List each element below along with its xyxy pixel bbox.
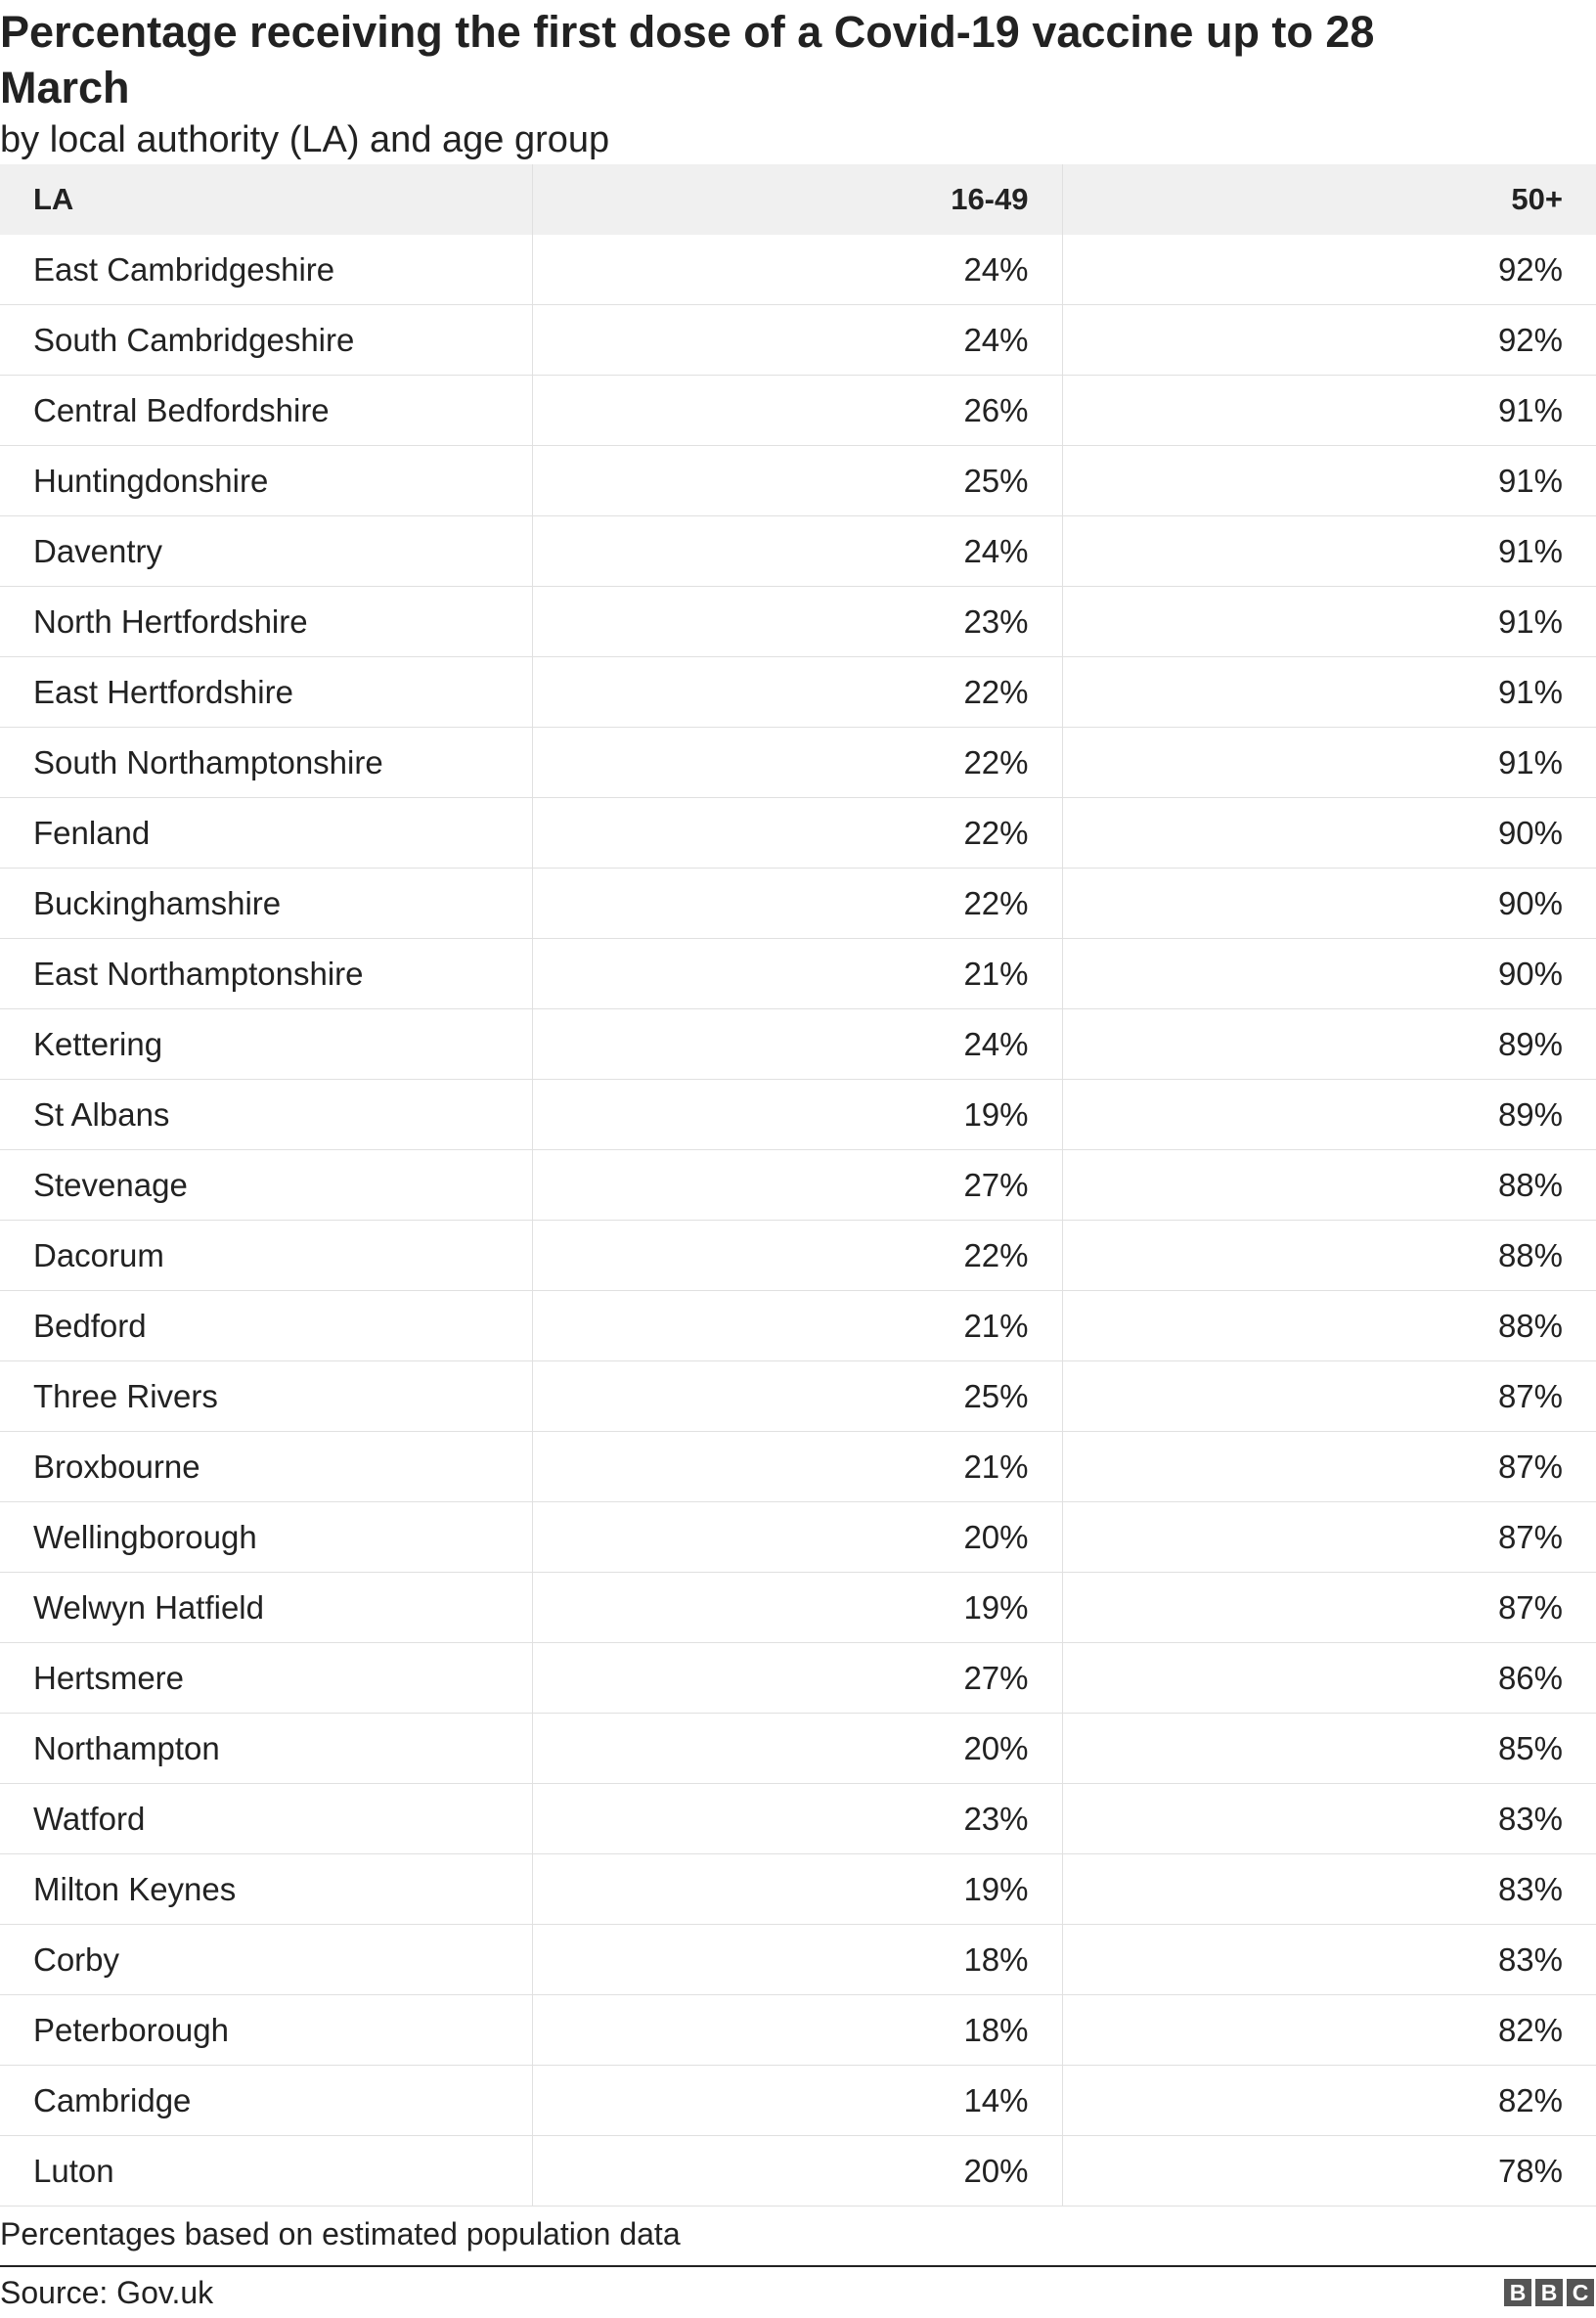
cell-50-plus: 85% (1062, 1714, 1596, 1784)
footnote: Percentages based on estimated population data (0, 2214, 1596, 2267)
table-row (0, 2066, 1596, 2136)
table-row (0, 1361, 1596, 1432)
cell-la: Three Rivers (0, 1361, 532, 1432)
cell-50-plus: 87% (1062, 1573, 1596, 1643)
cell-la: Cambridge (0, 2066, 532, 2136)
cell-16-49: 24% (532, 235, 1062, 305)
cell-la: East Northamptonshire (0, 939, 532, 1009)
table-row (0, 2136, 1596, 2207)
cell-la: South Cambridgeshire (0, 305, 532, 376)
table-row (0, 516, 1596, 587)
cell-16-49: 24% (532, 1009, 1062, 1080)
cell-la: Huntingdonshire (0, 446, 532, 516)
cell-50-plus: 91% (1062, 728, 1596, 798)
cell-la: Wellingborough (0, 1502, 532, 1573)
cell-16-49: 21% (532, 1432, 1062, 1502)
cell-16-49: 24% (532, 305, 1062, 376)
cell-16-49: 22% (532, 798, 1062, 869)
cell-50-plus: 88% (1062, 1291, 1596, 1361)
cell-la: Northampton (0, 1714, 532, 1784)
cell-16-49: 20% (532, 2136, 1062, 2207)
cell-la: East Cambridgeshire (0, 235, 532, 305)
table-row (0, 798, 1596, 869)
cell-16-49: 18% (532, 1925, 1062, 1995)
cell-16-49: 23% (532, 1784, 1062, 1854)
cell-16-49: 21% (532, 1291, 1062, 1361)
cell-16-49: 20% (532, 1714, 1062, 1784)
table-body (0, 235, 1596, 2207)
cell-16-49: 22% (532, 1221, 1062, 1291)
table-row (0, 869, 1596, 939)
cell-50-plus: 82% (1062, 1995, 1596, 2066)
cell-50-plus: 90% (1062, 869, 1596, 939)
cell-la: Corby (0, 1925, 532, 1995)
table-row (0, 1221, 1596, 1291)
chart-subtitle: by local authority (LA) and age group (0, 119, 610, 160)
cell-16-49: 19% (532, 1854, 1062, 1925)
table-row (0, 376, 1596, 446)
cell-50-plus: 87% (1062, 1432, 1596, 1502)
cell-la: Fenland (0, 798, 532, 869)
cell-16-49: 21% (532, 939, 1062, 1009)
cell-la: Hertsmere (0, 1643, 532, 1714)
cell-16-49: 22% (532, 869, 1062, 939)
cell-16-49: 22% (532, 728, 1062, 798)
data-table (0, 164, 1596, 2207)
table-row (0, 305, 1596, 376)
cell-50-plus: 92% (1062, 235, 1596, 305)
cell-50-plus: 90% (1062, 939, 1596, 1009)
cell-la: Welwyn Hatfield (0, 1573, 532, 1643)
cell-16-49: 18% (532, 1995, 1062, 2066)
cell-la: Dacorum (0, 1221, 532, 1291)
bbc-logo-letter: B (1504, 2279, 1531, 2306)
cell-16-49: 20% (532, 1502, 1062, 1573)
cell-50-plus: 78% (1062, 2136, 1596, 2207)
table-row (0, 728, 1596, 798)
table-header-row (0, 164, 1596, 235)
cell-50-plus: 83% (1062, 1854, 1596, 1925)
cell-50-plus: 89% (1062, 1080, 1596, 1150)
cell-50-plus: 89% (1062, 1009, 1596, 1080)
cell-50-plus: 88% (1062, 1221, 1596, 1291)
chart-title: Percentage receiving the first dose of a Covid-19 vaccine up to 28 March (0, 7, 1375, 112)
cell-la: Bedford (0, 1291, 532, 1361)
cell-la: Daventry (0, 516, 532, 587)
table-row (0, 1150, 1596, 1221)
cell-50-plus: 91% (1062, 516, 1596, 587)
column-header-50-plus: 50+ (1062, 164, 1596, 235)
cell-la: Buckinghamshire (0, 869, 532, 939)
bbc-logo-letter: C (1567, 2279, 1594, 2306)
table-row (0, 657, 1596, 728)
cell-la: Stevenage (0, 1150, 532, 1221)
cell-16-49: 26% (532, 376, 1062, 446)
table-row (0, 587, 1596, 657)
cell-50-plus: 87% (1062, 1361, 1596, 1432)
cell-16-49: 25% (532, 1361, 1062, 1432)
cell-50-plus: 91% (1062, 587, 1596, 657)
column-header-la: LA (0, 164, 532, 235)
cell-la: South Northamptonshire (0, 728, 532, 798)
cell-16-49: 19% (532, 1573, 1062, 1643)
table-row (0, 1925, 1596, 1995)
cell-50-plus: 88% (1062, 1150, 1596, 1221)
footer (0, 2267, 1596, 2318)
cell-50-plus: 90% (1062, 798, 1596, 869)
cell-16-49: 24% (532, 516, 1062, 587)
table-row (0, 1009, 1596, 1080)
table-row (0, 1643, 1596, 1714)
cell-16-49: 27% (532, 1643, 1062, 1714)
cell-16-49: 22% (532, 657, 1062, 728)
table-row (0, 235, 1596, 305)
cell-la: Peterborough (0, 1995, 532, 2066)
column-header-16-49: 16-49 (532, 164, 1062, 235)
cell-la: Watford (0, 1784, 532, 1854)
table-row (0, 446, 1596, 516)
cell-50-plus: 92% (1062, 305, 1596, 376)
table-row (0, 1995, 1596, 2066)
cell-la: North Hertfordshire (0, 587, 532, 657)
cell-50-plus: 83% (1062, 1784, 1596, 1854)
table-row (0, 1573, 1596, 1643)
source-text: Source: Gov.uk (0, 2274, 214, 2310)
table-row (0, 1080, 1596, 1150)
cell-la: St Albans (0, 1080, 532, 1150)
cell-la: Milton Keynes (0, 1854, 532, 1925)
cell-50-plus: 91% (1062, 376, 1596, 446)
cell-50-plus: 91% (1062, 657, 1596, 728)
cell-50-plus: 91% (1062, 446, 1596, 516)
cell-la: East Hertfordshire (0, 657, 532, 728)
cell-16-49: 25% (532, 446, 1062, 516)
cell-16-49: 14% (532, 2066, 1062, 2136)
cell-16-49: 23% (532, 587, 1062, 657)
cell-la: Broxbourne (0, 1432, 532, 1502)
cell-50-plus: 83% (1062, 1925, 1596, 1995)
table-row (0, 1502, 1596, 1573)
cell-50-plus: 86% (1062, 1643, 1596, 1714)
table-row (0, 1432, 1596, 1502)
cell-la: Kettering (0, 1009, 532, 1080)
cell-la: Luton (0, 2136, 532, 2207)
cell-16-49: 19% (532, 1080, 1062, 1150)
table-row (0, 1714, 1596, 1784)
cell-50-plus: 82% (1062, 2066, 1596, 2136)
bbc-logo-letter: B (1535, 2279, 1563, 2306)
cell-50-plus: 87% (1062, 1502, 1596, 1573)
cell-16-49: 27% (532, 1150, 1062, 1221)
table-row (0, 1854, 1596, 1925)
table-row (0, 1784, 1596, 1854)
cell-la: Central Bedfordshire (0, 376, 532, 446)
table-row (0, 939, 1596, 1009)
table-row (0, 1291, 1596, 1361)
